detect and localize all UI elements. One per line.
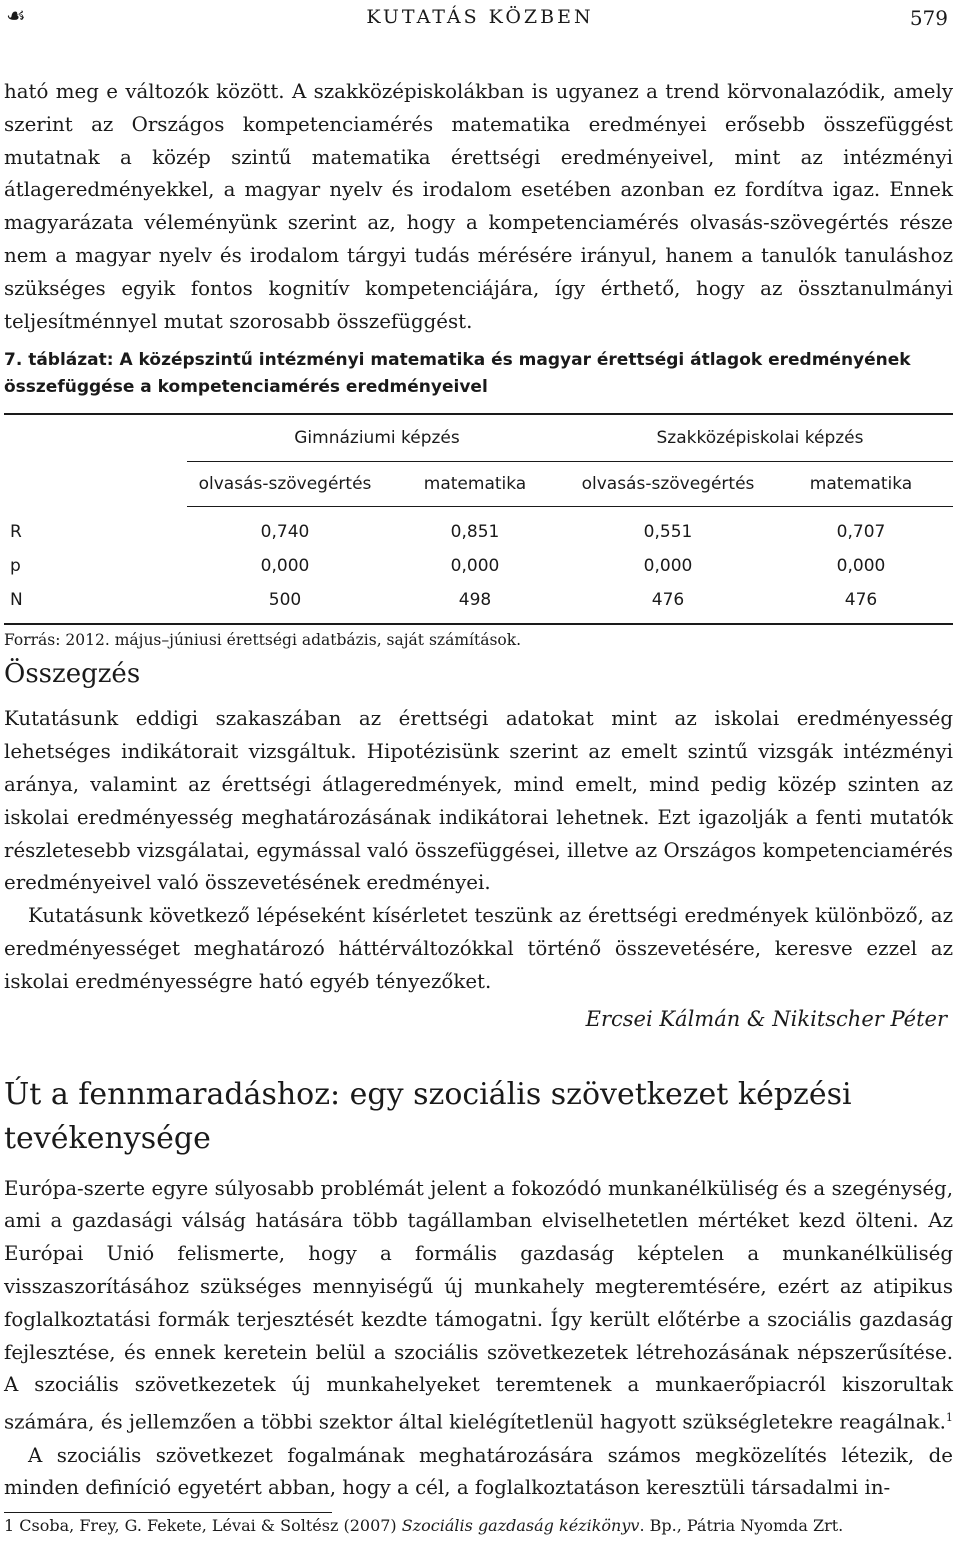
- table-cell: 0,851: [450, 522, 500, 543]
- page-content: [4, 76, 953, 1505]
- table-row: [4, 549, 953, 583]
- table-source: Forrás: 2012. május–júniusi érettségi adatbázis, saját számítások.: [4, 631, 522, 650]
- column-header: matematika: [769, 462, 953, 507]
- footnote: [4, 1516, 843, 1535]
- article-title: Út a fennmaradáshoz: egy szociális szövetkezet képzési tevékenysége: [4, 1076, 852, 1156]
- table-cell: 476: [651, 590, 685, 611]
- row-label: N: [10, 590, 23, 611]
- column-header: matematika: [383, 462, 567, 507]
- page-header: [0, 0, 960, 34]
- table-cell: 476: [844, 590, 878, 611]
- body-paragraph: Kutatásunk eddigi szakaszában az érettségi adatokat mint az iskolai eredményesség lehetséges indikátorait vizsgáltuk. Hipotézisünk szerint az emelt szintű vizsgák intézményi aránya, valamint az érettségi átlageredmények, mind emelt, mind pedig közép szinten az iskolai eredményesség meghatározásának indikátorai lehetnek. Ezt igazolják a fenti mutatók részletesebb vizsgálatai, egymással való összefüggései, illetve az Országos kompetenciamérés eredményeivel való összevetésének eredményei.: [4, 707, 953, 895]
- table-row: [4, 583, 953, 617]
- group-header-gimnazium: Gimnáziumi képzés: [187, 415, 567, 462]
- footnote-reference: 1: [945, 1411, 953, 1425]
- table-cell: 500: [268, 590, 302, 611]
- table-cell: 0,000: [836, 556, 886, 577]
- table-row: [4, 507, 953, 550]
- footnote-divider: [4, 1512, 332, 1513]
- body-paragraph: A szociális szövetkezet fogalmának meghatározására számos megközelítés létezik, de minden definíció egyetért abban, hogy a cél, a foglalkoztatáson keresztüli társadalmi in-: [4, 1443, 953, 1500]
- table-cell: 0,707: [836, 522, 886, 543]
- section-heading: Összegzés: [4, 659, 141, 690]
- table-cell: 0,000: [643, 556, 693, 577]
- footnote-publisher: . Bp., Pátria Nyomda Zrt.: [639, 1516, 844, 1535]
- running-title: KUTATÁS KÖZBEN: [366, 6, 594, 28]
- table-cell: 0,551: [643, 522, 693, 543]
- row-label: p: [10, 556, 21, 577]
- row-label: R: [10, 522, 22, 543]
- column-header: olvasás-szövegértés: [567, 462, 769, 507]
- table-cell: 498: [458, 590, 492, 611]
- footnote-book-title: Szociális gazdaság kézikönyv: [401, 1516, 640, 1535]
- footnote-text: Csoba, Frey, G. Fekete, Lévai & Soltész (2007): [14, 1516, 402, 1535]
- page-number: 579: [909, 6, 948, 30]
- table-cell: 0,740: [260, 522, 310, 543]
- author-signature: Ercsei Kálmán & Nikitscher Péter: [585, 1006, 947, 1031]
- body-paragraph: [4, 1173, 953, 1440]
- correlation-table: [4, 413, 953, 625]
- footnote-number: 1: [4, 1516, 15, 1535]
- table-cell: 0,000: [260, 556, 310, 577]
- column-header: olvasás-szövegértés: [187, 462, 383, 507]
- paragraph-text: Európa-szerte egyre súlyosabb problémát jelent a fokozódó munkanélküliség és a szegénység, ami a gazdasági válság hatására több tagállamban elviselhetetlen mértéket kezd ölteni. Az Európai Unió felismerte, hogy a formális gazdaság képtelen a munkanélküliség visszaszorításához szükséges mennyiségű új munkahely megteremtésére, ezért az atipikus foglalkoztatási formák terjesztését kezdte támogatni. Így került előtérbe a szociális gazdaság fejlesztése, és ennek keretein belül a szociális szövetkezetek létrehozásának népszerűsítése. A szociális szövetkezetek új munkahelyeket teremtenek a munkaerőpiacról kiszorultak számára, és jellemzően a többi szektor által kielégítetlenül hagyott szükségletekre reagálnak.: [4, 1176, 953, 1434]
- group-header-szakkozep: Szakközépiskolai képzés: [567, 415, 953, 462]
- ornament-icon: ☙: [6, 4, 26, 29]
- body-paragraph: ható meg e változók között. A szakközépiskolákban is ugyanez a trend körvonalazódik, amely szerint az Országos kompetenciamérés matematika eredményei erősebb összefüggést mutatnak a közép szintű matematika érettségi eredményeivel, mint az intézményi átlageredményekkel, a magyar nyelv és irodalom esetében azonban ez fordítva igaz. Ennek magyarázata véleményünk szerint az, hogy a kompetenciamérés olvasás-szövegértés része nem a magyar nyelv és irodalom tárgyi tudás mérésére irányul, hanem a tanulók tanuláshoz szükséges egyik fontos kognitív kompetenciájára, így érthető, hogy az össztanulmányi teljesítménnyel mutat szorosabb összefüggést.: [4, 80, 953, 333]
- table-cell: 0,000: [450, 556, 500, 577]
- table-caption: 7. táblázat: A középszintű intézményi matematika és magyar érettségi átlagok eredményének összefüggése a kompetenciamérés eredményeivel: [4, 350, 911, 398]
- body-paragraph: Kutatásunk következő lépéseként kísérletet teszünk az érettségi eredmények különböző, az eredményességet meghatározó háttérváltozókkal történő összevetésére, keresve ezzel az iskolai eredményességre ható egyéb tényezőket.: [4, 904, 953, 993]
